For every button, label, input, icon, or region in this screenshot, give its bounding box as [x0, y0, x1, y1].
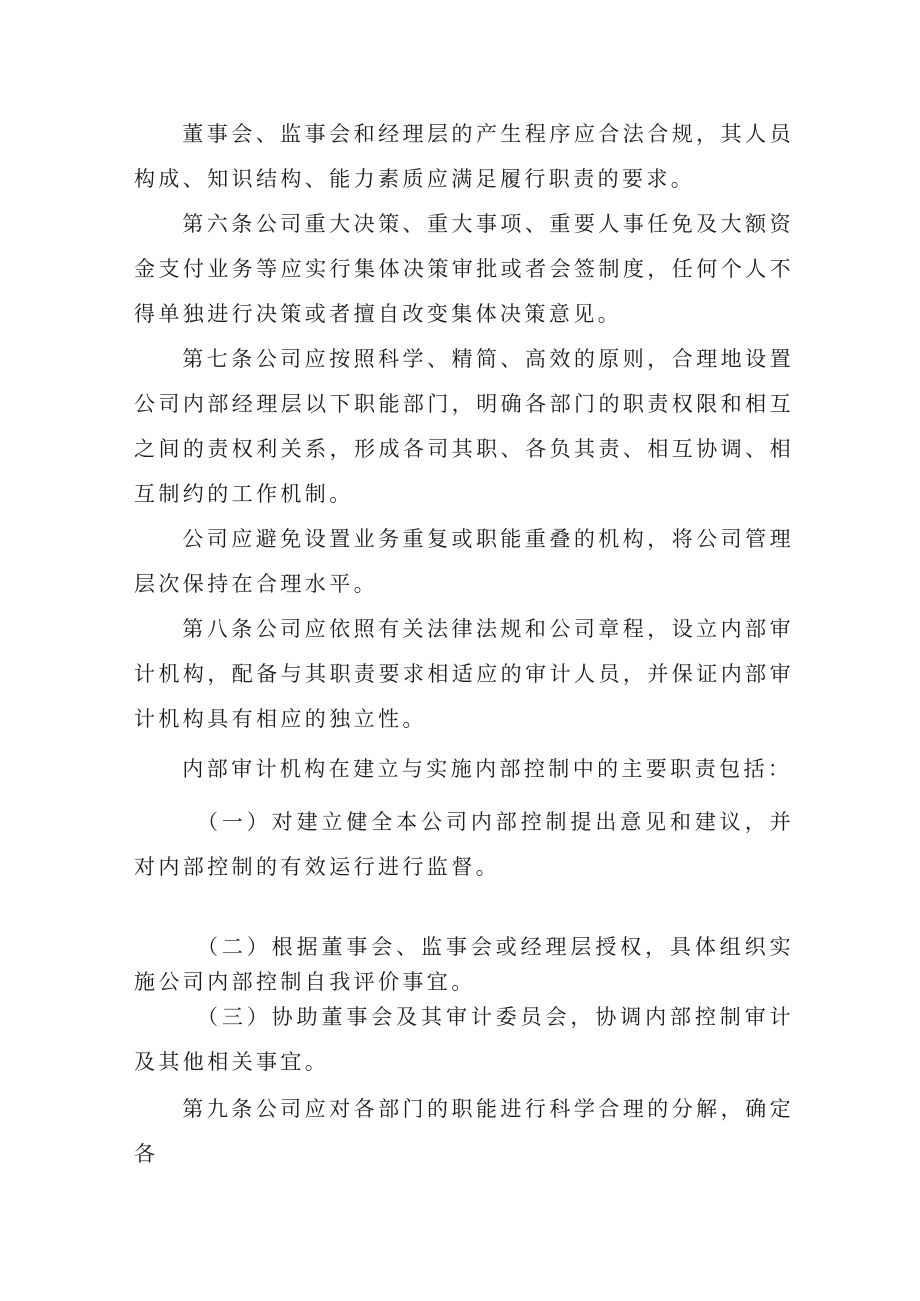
- paragraph-article-9: 第九条公司应对各部门的职能进行科学合理的分解，确定各: [134, 1097, 794, 1166]
- paragraph-duty-1: （一）对建立健全本公司内部控制提出意见和建议，并对内部控制的有效运行进行监督。: [134, 810, 794, 879]
- paragraph-board-composition: 董事会、监事会和经理层的产生程序应合法合规，其人员构成、知识结构、能力素质应满足履行职责的要求。: [134, 122, 794, 191]
- paragraph-duty-3: （三）协助董事会及其审计委员会，协调内部控制审计及其他相关事宜。: [134, 1005, 794, 1074]
- paragraph-article-6: 第六条公司重大决策、重大事项、重要人事任免及大额资金支付业务等应实行集体决策审批或者会签制度，任何个人不得单独进行决策或者擅自改变集体决策意见。: [134, 212, 794, 326]
- paragraph-audit-duties-intro: 内部审计机构在建立与实施内部控制中的主要职责包括：: [182, 757, 793, 781]
- paragraph-article-8: 第八条公司应依照有关法律法规和公司章程，设立内部审计机构，配备与其职责要求相适应的审计人员，并保证内部审计机构具有相应的独立性。: [134, 617, 794, 731]
- paragraph-article-7: 第七条公司应按照科学、精简、高效的原则，合理地设置公司内部经理层以下职能部门，明确各部门的职责权限和相互之间的责权利关系，形成各司其职、各负其责、相互协调、相互制约的工作机制。: [134, 347, 794, 506]
- paragraph-avoid-duplication: 公司应避免设置业务重复或职能重叠的机构，将公司管理层次保持在合理水平。: [134, 527, 794, 596]
- paragraph-duty-2: （二）根据董事会、监事会或经理层授权，具体组织实施公司内部控制自我评价事宜。: [134, 935, 794, 994]
